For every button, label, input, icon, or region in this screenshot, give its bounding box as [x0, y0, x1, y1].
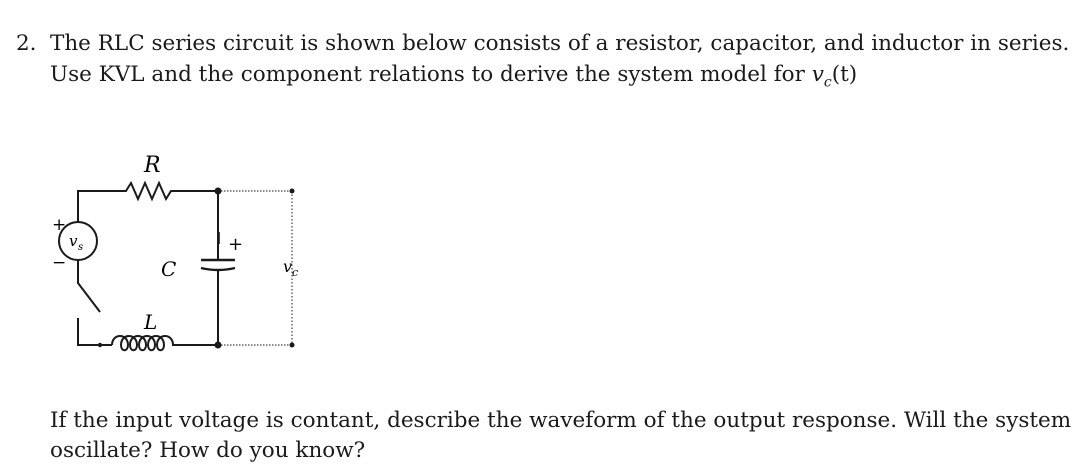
source-label-subscript: s — [78, 242, 84, 253]
resistor-symbol — [118, 183, 179, 199]
output-variable: v — [811, 62, 824, 87]
source-plus-sign: + — [52, 215, 67, 235]
question-text-prefix: Use KVL and the component relations to derive the system model for — [50, 62, 812, 87]
capacitor-plate-bottom — [201, 268, 235, 270]
wire-top-left — [78, 191, 118, 222]
output-terminal-top — [290, 189, 295, 194]
output-variable-subscript: c — [823, 74, 832, 91]
node-top — [215, 188, 222, 195]
inductor-label: L — [144, 310, 158, 334]
resistor-label: R — [144, 153, 161, 178]
output-label: v — [283, 257, 293, 276]
output-terminal-bottom — [290, 343, 295, 348]
capacitor-label: C — [161, 257, 177, 281]
question-number: 2. — [16, 31, 37, 56]
followup-text-line-2: oscillate? How do you know? — [50, 438, 366, 463]
followup-text-line-1: If the input voltage is contant, describe the waveform of the output response. Will the system — [50, 408, 1072, 433]
source-label: v — [69, 232, 78, 250]
node-bottom — [215, 342, 222, 349]
source-minus-sign: − — [52, 253, 67, 273]
switch-contact — [98, 343, 102, 347]
switch-symbol — [78, 260, 100, 312]
capacitor-plus-sign: + — [228, 234, 244, 255]
question-text-line-1: The RLC series circuit is shown below consists of a resistor, capacitor, and inductor in series. — [50, 31, 1070, 56]
wire-bottom-left — [78, 318, 112, 345]
inductor-symbol — [112, 336, 188, 350]
output-variable-argument: (t) — [831, 62, 858, 87]
output-label-subscript: c — [292, 266, 299, 279]
